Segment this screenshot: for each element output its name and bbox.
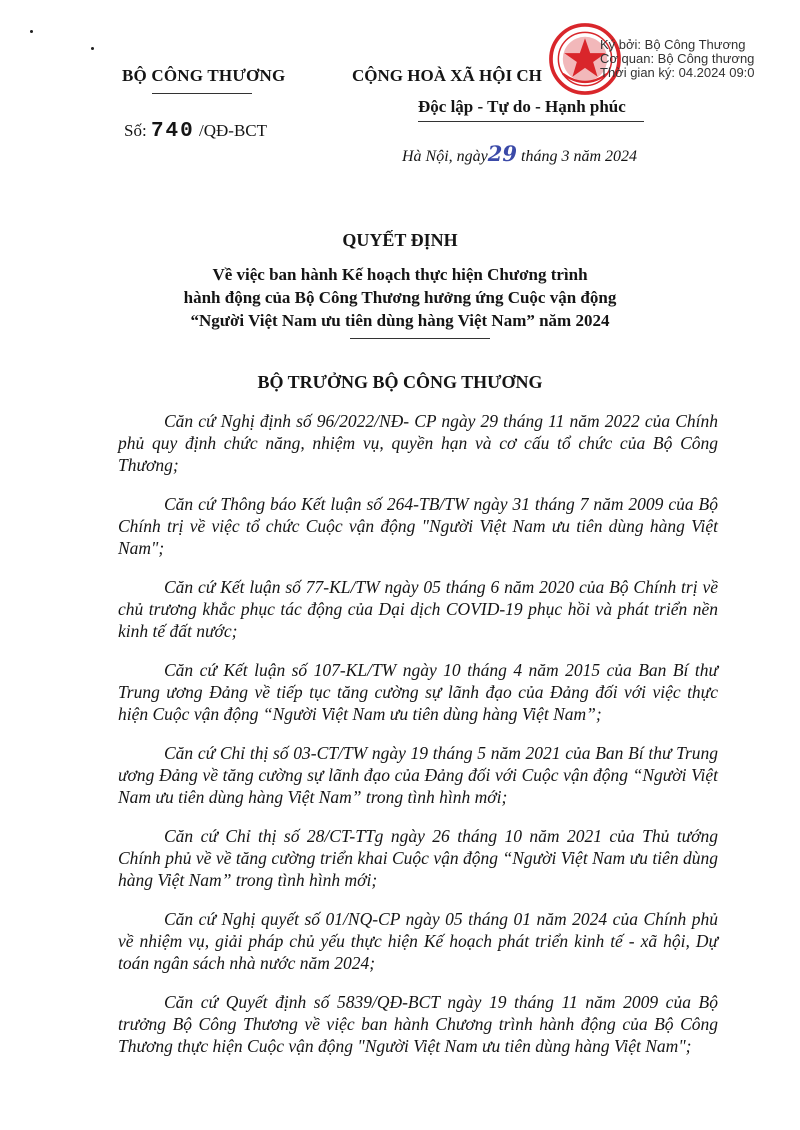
scan-speck: [91, 47, 94, 50]
motto-underline: [418, 121, 644, 122]
signing-agency: Cơ quan: Bộ Công thương: [600, 51, 755, 66]
issuing-authority: BỘ TRƯỞNG BỘ CÔNG THƯƠNG: [257, 372, 543, 392]
recital-paragraph: Căn cứ Chỉ thị số 28/CT-TTg ngày 26 tháng 10 năm 2021 của Thủ tướng Chính phủ về về tăng cường triển khai Cuộc vận động “Người Việt Nam ưu tiên dùng hàng Việt Nam” trong tình hình mới;: [118, 826, 718, 890]
issuing-agency: BỘ CÔNG THƯƠNG: [122, 66, 286, 85]
number-prefix: Số:: [124, 121, 147, 140]
recital-paragraph: Căn cứ Nghị định số 96/2022/NĐ- CP ngày 29 tháng 11 năm 2022 của Chính phủ quy định chức năng, nhiệm vụ, quyền hạn và cơ cấu tổ chức của Bộ Công Thương;: [118, 411, 718, 475]
recital-paragraph: Căn cứ Thông báo Kết luận số 264-TB/TW ngày 31 tháng 7 năm 2009 của Bộ Chính trị về việc tổ chức Cuộc vận động "Người Việt Nam ưu tiên dùng hàng Việt Nam";: [118, 494, 718, 558]
place-date: [402, 141, 637, 166]
national-motto: Độc lập - Tự do - Hạnh phúc: [418, 97, 626, 116]
agency-underline: [152, 93, 252, 94]
recital-paragraph: Căn cứ Kết luận số 77-KL/TW ngày 05 tháng 6 năm 2020 của Bộ Chính trị về chủ trương khắc phục tác động của Dại dịch COVID-19 phục hồi và phát triển nền kinh tế đất nước;: [118, 577, 718, 641]
recital-paragraph: Căn cứ Chỉ thị số 03-CT/TW ngày 19 tháng 5 năm 2021 của Ban Bí thư Trung ương Đảng về tăng cường sự lãnh đạo của Đảng đối với Cuộc vận động “Người Việt Nam ưu tiên dùng hàng Việt Nam” trong tình hình mới;: [118, 743, 718, 807]
signing-time: Thời gian ký: 04.2024 09:0: [600, 65, 755, 80]
document-number: [124, 120, 267, 143]
recital-paragraph: Căn cứ Nghị quyết số 01/NQ-CP ngày 05 tháng 01 năm 2024 của Chính phủ về nhiệm vụ, giải pháp chủ yếu thực hiện Kế hoạch phát triển kinh tế - xã hội, Dự toán ngân sách nhà nước năm 2024;: [118, 909, 718, 973]
recitals: [118, 410, 718, 1074]
signed-by: Ký bởi: Bộ Công Thương: [600, 38, 746, 52]
digital-signature: [600, 38, 800, 80]
scan-speck: [30, 30, 33, 33]
document-title: QUYẾT ĐỊNH: [342, 230, 458, 250]
date-day-handwritten: 29: [487, 141, 518, 166]
document-subject: [0, 263, 800, 332]
number-suffix: /QĐ-BCT: [199, 121, 267, 140]
subject-line: “Người Việt Nam ưu tiên dùng hàng Việt Nam” năm 2024: [190, 311, 610, 330]
date-prefix: Hà Nội, ngày: [402, 148, 488, 165]
subject-line: Về việc ban hành Kế hoạch thực hiện Chương trình: [212, 265, 588, 284]
recital-paragraph: Căn cứ Quyết định số 5839/QĐ-BCT ngày 19 tháng 11 năm 2009 của Bộ trưởng Bộ Công Thương về việc ban hành Chương trình hành động của Bộ Công Thương thực hiện Cuộc vận động "Người Việt Nam ưu tiên dùng hàng Việt Nam";: [118, 992, 718, 1056]
recital-paragraph: Căn cứ Kết luận số 107-KL/TW ngày 10 tháng 4 năm 2015 của Ban Bí thư Trung ương Đảng về tiếp tục tăng cường sự lãnh đạo của Đảng đối với việc thực hiện Cuộc vận động “Người Việt Nam ưu tiên dùng hàng Việt Nam”;: [118, 660, 718, 724]
number-value: 740: [150, 120, 195, 143]
subject-line: hành động của Bộ Công Thương hưởng ứng Cuộc vận động: [183, 288, 617, 307]
national-title: CỘNG HOÀ XÃ HỘI CH: [352, 66, 542, 85]
date-suffix: tháng 3 năm 2024: [521, 148, 638, 165]
subject-underline: [350, 338, 490, 339]
